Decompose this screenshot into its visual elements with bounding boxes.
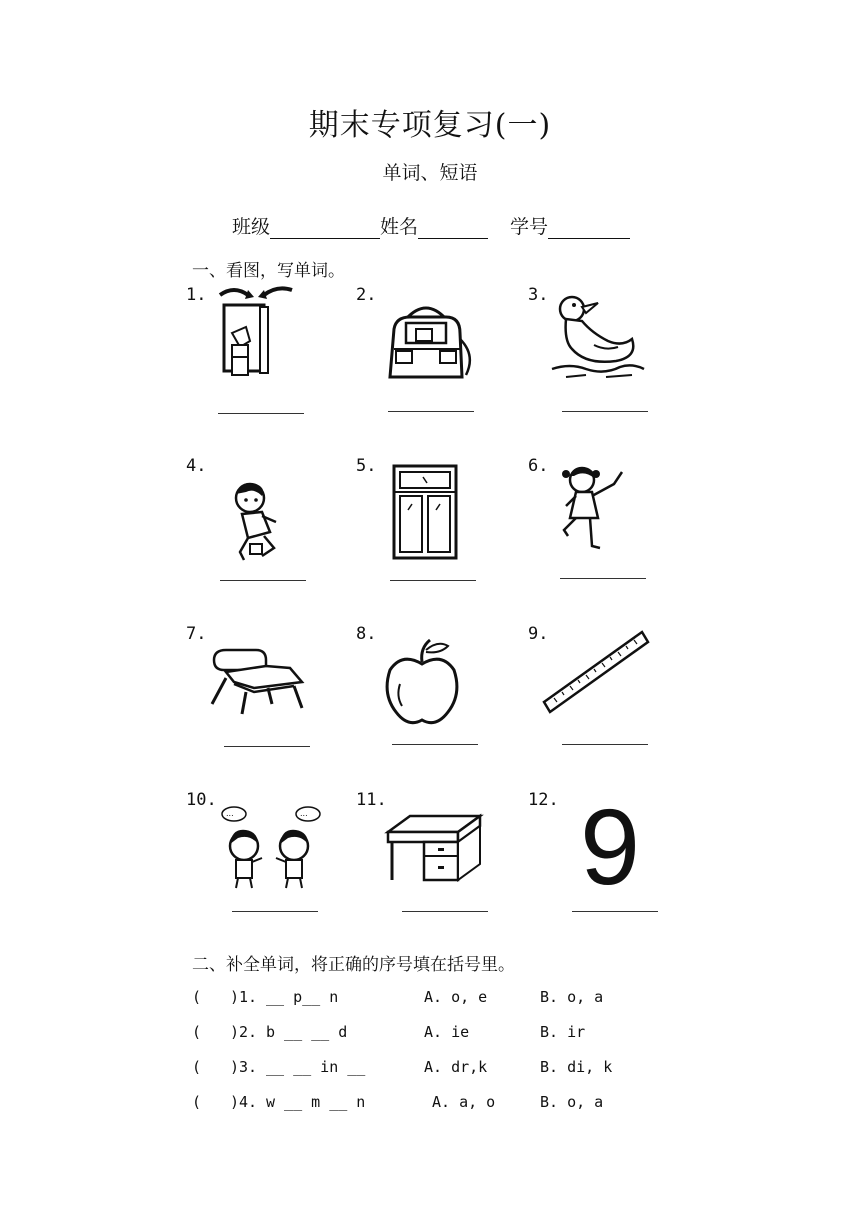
item-number: 7.: [186, 624, 207, 644]
answer-line[interactable]: [572, 911, 658, 912]
page-subtitle: 单词、短语: [382, 162, 478, 184]
ruler-icon: [542, 626, 652, 726]
option-b: B. ir: [540, 1023, 586, 1041]
item-number: 10.: [186, 790, 217, 810]
svg-text:9: 9: [580, 792, 641, 892]
question-number: )2.: [230, 1023, 258, 1041]
option-b: B. o, a: [540, 988, 604, 1006]
answer-line[interactable]: [560, 578, 646, 579]
number-blank[interactable]: [548, 218, 630, 239]
chair-icon: [206, 638, 306, 738]
answer-line[interactable]: [232, 911, 318, 912]
option-a: A. o, e: [424, 988, 488, 1006]
picture-item-3: [528, 285, 698, 445]
item-number: 4.: [186, 456, 207, 476]
answer-paren-open[interactable]: (: [192, 1058, 202, 1076]
option-a: A. a, o: [432, 1093, 496, 1111]
answer-paren-open[interactable]: (: [192, 1023, 202, 1041]
page-title: 期末专项复习(一): [308, 108, 552, 143]
answer-line[interactable]: [388, 411, 474, 412]
question-word: w __ m __ n: [266, 1093, 366, 1111]
answer-paren-open[interactable]: (: [192, 1093, 202, 1111]
item-number: 8.: [356, 624, 377, 644]
item-number: 12.: [528, 790, 559, 810]
desk-icon: [384, 810, 484, 910]
number-nine-icon: [576, 792, 646, 892]
picture-item-12: [528, 790, 698, 950]
answer-line[interactable]: [224, 746, 310, 747]
option-b: B. o, a: [540, 1093, 604, 1111]
picture-item-11: [356, 790, 526, 950]
answer-line[interactable]: [392, 744, 478, 745]
number-label: 学号: [510, 216, 549, 238]
answer-line[interactable]: [562, 744, 648, 745]
option-a: A. dr,k: [424, 1058, 488, 1076]
answer-line[interactable]: [390, 580, 476, 581]
name-label: 姓名: [380, 216, 419, 238]
option-b: B. di, k: [540, 1058, 613, 1076]
question-word: __ __ in __: [266, 1058, 366, 1076]
girl-waving-icon: [558, 462, 638, 562]
picture-item-1: [186, 285, 356, 445]
item-number: 6.: [528, 456, 549, 476]
question-word: __ p__ n: [266, 988, 339, 1006]
question-number: )3.: [230, 1058, 258, 1076]
picture-item-2: [356, 285, 526, 445]
question-number: )1.: [230, 988, 258, 1006]
answer-line[interactable]: [562, 411, 648, 412]
item-number: 2.: [356, 285, 377, 305]
svg-text:...: ...: [226, 809, 234, 818]
picture-item-5: [356, 456, 526, 616]
option-a: A. ie: [424, 1023, 470, 1041]
picture-item-4: [186, 456, 356, 616]
section-2-heading: 二、补全单词，将正确的序号填在括号里。: [192, 955, 515, 975]
section-1-heading: 一、看图，写单词。: [192, 261, 345, 281]
answer-paren-open[interactable]: (: [192, 988, 202, 1006]
item-number: 11.: [356, 790, 387, 810]
question-number: )4.: [230, 1093, 258, 1111]
item-number: 5.: [356, 456, 377, 476]
class-blank[interactable]: [270, 218, 380, 239]
apple-icon: [382, 634, 462, 734]
close-book-icon: [212, 285, 302, 385]
picture-item-6: [528, 456, 698, 616]
picture-item-10: [186, 790, 356, 950]
picture-item-9: [528, 624, 698, 784]
schoolbag-icon: [376, 299, 476, 399]
name-blank[interactable]: [418, 218, 488, 239]
item-number: 1.: [186, 285, 207, 305]
item-number: 9.: [528, 624, 549, 644]
picture-item-7: [186, 624, 356, 784]
answer-line[interactable]: [218, 413, 304, 414]
two-kids-talking-icon: [216, 804, 326, 904]
running-boy-icon: [226, 476, 296, 576]
door-icon: [390, 462, 460, 562]
question-word: b __ __ d: [266, 1023, 348, 1041]
svg-text:...: ...: [300, 809, 308, 818]
class-label: 班级: [232, 216, 271, 238]
answer-line[interactable]: [220, 580, 306, 581]
picture-item-8: [356, 624, 526, 784]
student-info-row: [232, 212, 630, 239]
duck-icon: [546, 289, 646, 389]
item-number: 3.: [528, 285, 549, 305]
answer-line[interactable]: [402, 911, 488, 912]
